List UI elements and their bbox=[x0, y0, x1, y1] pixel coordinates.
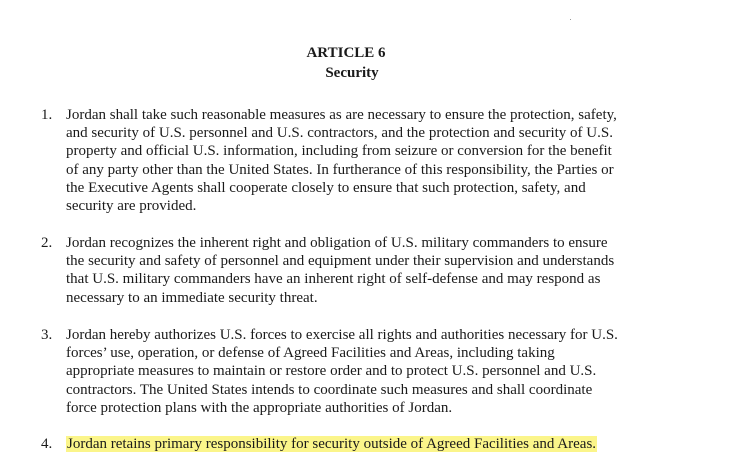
article-number-heading: ARTICLE 6 bbox=[306, 45, 386, 61]
text-line: of any party other than the United States. In furtherance of this responsibility, the Parties or bbox=[66, 161, 614, 178]
paragraph-number: 1. bbox=[41, 107, 53, 123]
highlighted-line bbox=[66, 435, 698, 453]
scan-speck bbox=[570, 19, 571, 20]
text-line: property and official U.S. information, including from seizure or conversion for the benefit bbox=[66, 143, 612, 160]
text-line: force protection plans with the appropriate authorities of Jordan. bbox=[66, 399, 453, 416]
text-highlight: Jordan retains primary responsibility for security outside of Agreed Facilities and Areas. bbox=[67, 436, 597, 452]
text-line: forces’ use, operation, or defense of Agreed Facilities and Areas, including taking bbox=[66, 345, 555, 362]
text-line: and security of U.S. personnel and U.S. contractors, and the protection and security of U.S. bbox=[66, 125, 613, 142]
article-title: Security bbox=[325, 65, 379, 81]
text-line: Jordan hereby authorizes U.S. forces to exercise all rights and authorities necessary for U.S. bbox=[66, 327, 618, 343]
text-line: appropriate measures to maintain or restore order and to protect U.S. personnel and U.S. bbox=[66, 363, 597, 380]
paragraph-number: 2. bbox=[41, 235, 53, 251]
text-line: contractors. The United States intends to coordinate such measures and shall coordinate bbox=[66, 381, 593, 398]
paragraph-text bbox=[66, 326, 698, 417]
text-line: security are provided. bbox=[66, 198, 197, 215]
paragraph-number: 3. bbox=[41, 327, 53, 343]
paragraph-text bbox=[66, 234, 698, 307]
paragraph-number: 4. bbox=[41, 436, 53, 452]
text-line: Jordan shall take such reasonable measures as are necessary to ensure the protection, safety, bbox=[66, 107, 617, 123]
text-line: necessary to an immediate security threat. bbox=[66, 289, 318, 306]
paragraph-text bbox=[66, 106, 698, 215]
text-line: Jordan recognizes the inherent right and obligation of U.S. military commanders to ensure bbox=[66, 235, 608, 251]
text-line: the security and safety of personnel and equipment under their supervision and understands bbox=[66, 253, 615, 270]
text-line: the Executive Agents shall cooperate closely to ensure that such protection, safety, and bbox=[66, 179, 586, 196]
paragraph-text bbox=[66, 435, 698, 453]
text-line: that U.S. military commanders have an inherent right of self-defense and may respond as bbox=[66, 271, 601, 288]
